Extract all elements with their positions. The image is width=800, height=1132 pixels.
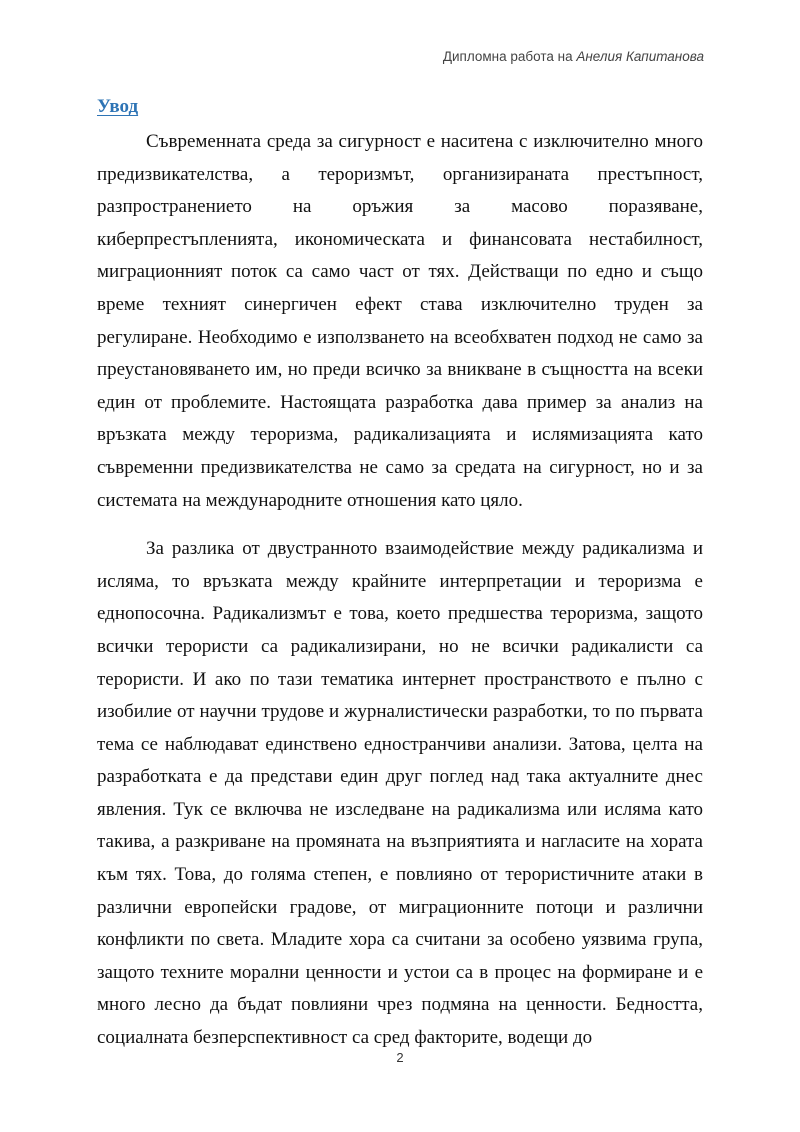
paragraph: За разлика от двустранното взаимодействие между радикализма и исляма, то връзката между крайните интерпретации и тероризма е еднопосочна. Радикализмът е това, което предшества тероризма, защото всички терористи са радикализирани, но не всички радикалисти са терористи. И ако по тази тематика интернет пространството е пълно с изобилие от научни трудове и журналистически разработки, то по първата тема се наблюдават единствено едностранчиви анализи. Затова, целта на разработката е да представи един друг поглед над така актуалните днес явления. Тук се включва не изследване на радикализма или исляма като такива, а разкриване на промяната на възприятията и нагласите на хората към тях. Това, до голяма степен, е повлияно от терористичните атаки в различни европейски градове, от миграционните потоци и различни конфликти по света. Младите хора са считани за особено уязвима група, защото техните морални ценности и устои са в процес на формиране и е много лесно да бъдат повлияни чрез подмяна на ценности. Бедността, социалната безперспективност са сред факторите, водещи до	[97, 538, 703, 1049]
header-author: Анелия Капитанова	[576, 49, 704, 64]
section-heading: Увод	[97, 96, 139, 117]
body-text	[97, 126, 703, 1055]
page-number: 2	[396, 1050, 404, 1065]
running-header	[443, 49, 704, 64]
header-prefix: Дипломна работа на	[442, 49, 577, 64]
paragraph: Съвременната среда за сигурност е наситена с изключително много предизвикателства, а тероризмът, организираната престъпност, разпространението на оръжия за масово поразяване, киберпрестъпленията, икономическата и финансовата нестабилност, миграционният поток са само част от тях. Действащи по едно и също време техният синергичен ефект става изключително труден за регулиране. Необходимо е използването на всеобхватен подход не само за преустановяването им, но преди всичко за вникване в същността на всеки един от проблемите. Настоящата разработка дава пример за анализ на връзката между тероризма, радикализацията и ислямизацията като съвременни предизвикателства не само за средата на сигурност, но и за системата на международните отношения като цяло.	[97, 131, 703, 511]
